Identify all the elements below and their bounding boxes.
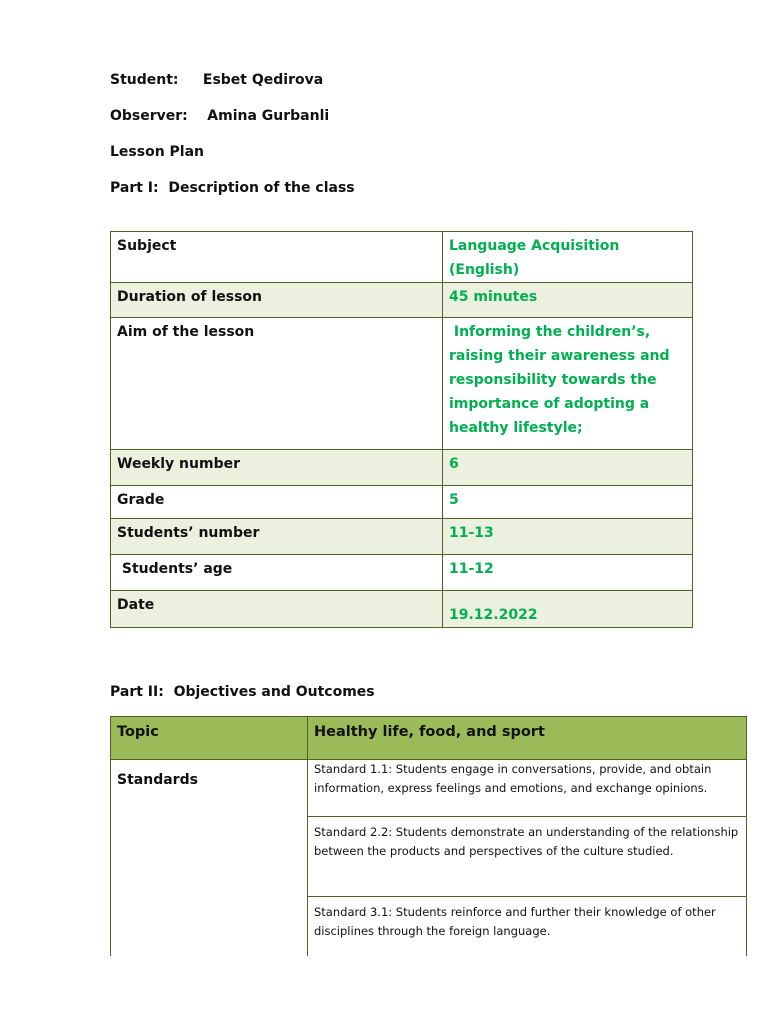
students-number-label: Students’ number bbox=[111, 519, 443, 555]
aim-value: Informing the children’s, raising their awareness and responsibility towards the importance of adopting a healthy lifestyle; bbox=[443, 318, 693, 450]
table-row bbox=[111, 519, 693, 555]
class-description-table bbox=[110, 231, 693, 628]
date-value: 19.12.2022 bbox=[443, 591, 693, 628]
topic-value: Healthy life, food, and sport bbox=[308, 717, 747, 760]
table-row bbox=[111, 760, 747, 817]
table-row bbox=[111, 717, 747, 760]
table-row bbox=[111, 591, 693, 628]
standard-3-1: Standard 3.1: Students reinforce and further their knowledge of other disciplines through the foreign language. bbox=[308, 897, 747, 956]
table-row bbox=[111, 486, 693, 519]
students-age-label: Students’ age bbox=[111, 555, 443, 591]
table-row bbox=[111, 555, 693, 591]
standard-1-1: Standard 1.1: Students engage in conversations, provide, and obtain information, express feelings and emotions, and exchange opinions. bbox=[308, 760, 747, 817]
duration-label: Duration of lesson bbox=[111, 283, 443, 318]
table-row bbox=[111, 450, 693, 486]
part2-heading: Part II: Objectives and Outcomes bbox=[110, 684, 375, 700]
students-number-value: 11-13 bbox=[443, 519, 693, 555]
duration-value: 45 minutes bbox=[443, 283, 693, 318]
students-age-value: 11-12 bbox=[443, 555, 693, 591]
part1-heading: Part I: Description of the class bbox=[110, 180, 355, 196]
observer-line: Observer: Amina Gurbanli bbox=[110, 108, 330, 124]
grade-value: 5 bbox=[443, 486, 693, 519]
subject-label: Subject bbox=[111, 232, 443, 283]
table-row bbox=[111, 283, 693, 318]
objectives-table bbox=[110, 716, 747, 956]
aim-label: Aim of the lesson bbox=[111, 318, 443, 450]
weekly-number-label: Weekly number bbox=[111, 450, 443, 486]
table-row bbox=[111, 232, 693, 283]
weekly-number-value: 6 bbox=[443, 450, 693, 486]
subject-value: Language Acquisition (English) bbox=[443, 232, 693, 283]
standard-2-2: Standard 2.2: Students demonstrate an understanding of the relationship between the products and perspectives of the culture studied. bbox=[308, 817, 747, 897]
grade-label: Grade bbox=[111, 486, 443, 519]
table-row bbox=[111, 318, 693, 450]
student-line: Student: Esbet Qedirova bbox=[110, 72, 324, 88]
lesson-plan-heading: Lesson Plan bbox=[110, 144, 205, 160]
date-label: Date bbox=[111, 591, 443, 628]
standards-label: Standards bbox=[111, 760, 308, 956]
topic-label: Topic bbox=[111, 717, 308, 760]
